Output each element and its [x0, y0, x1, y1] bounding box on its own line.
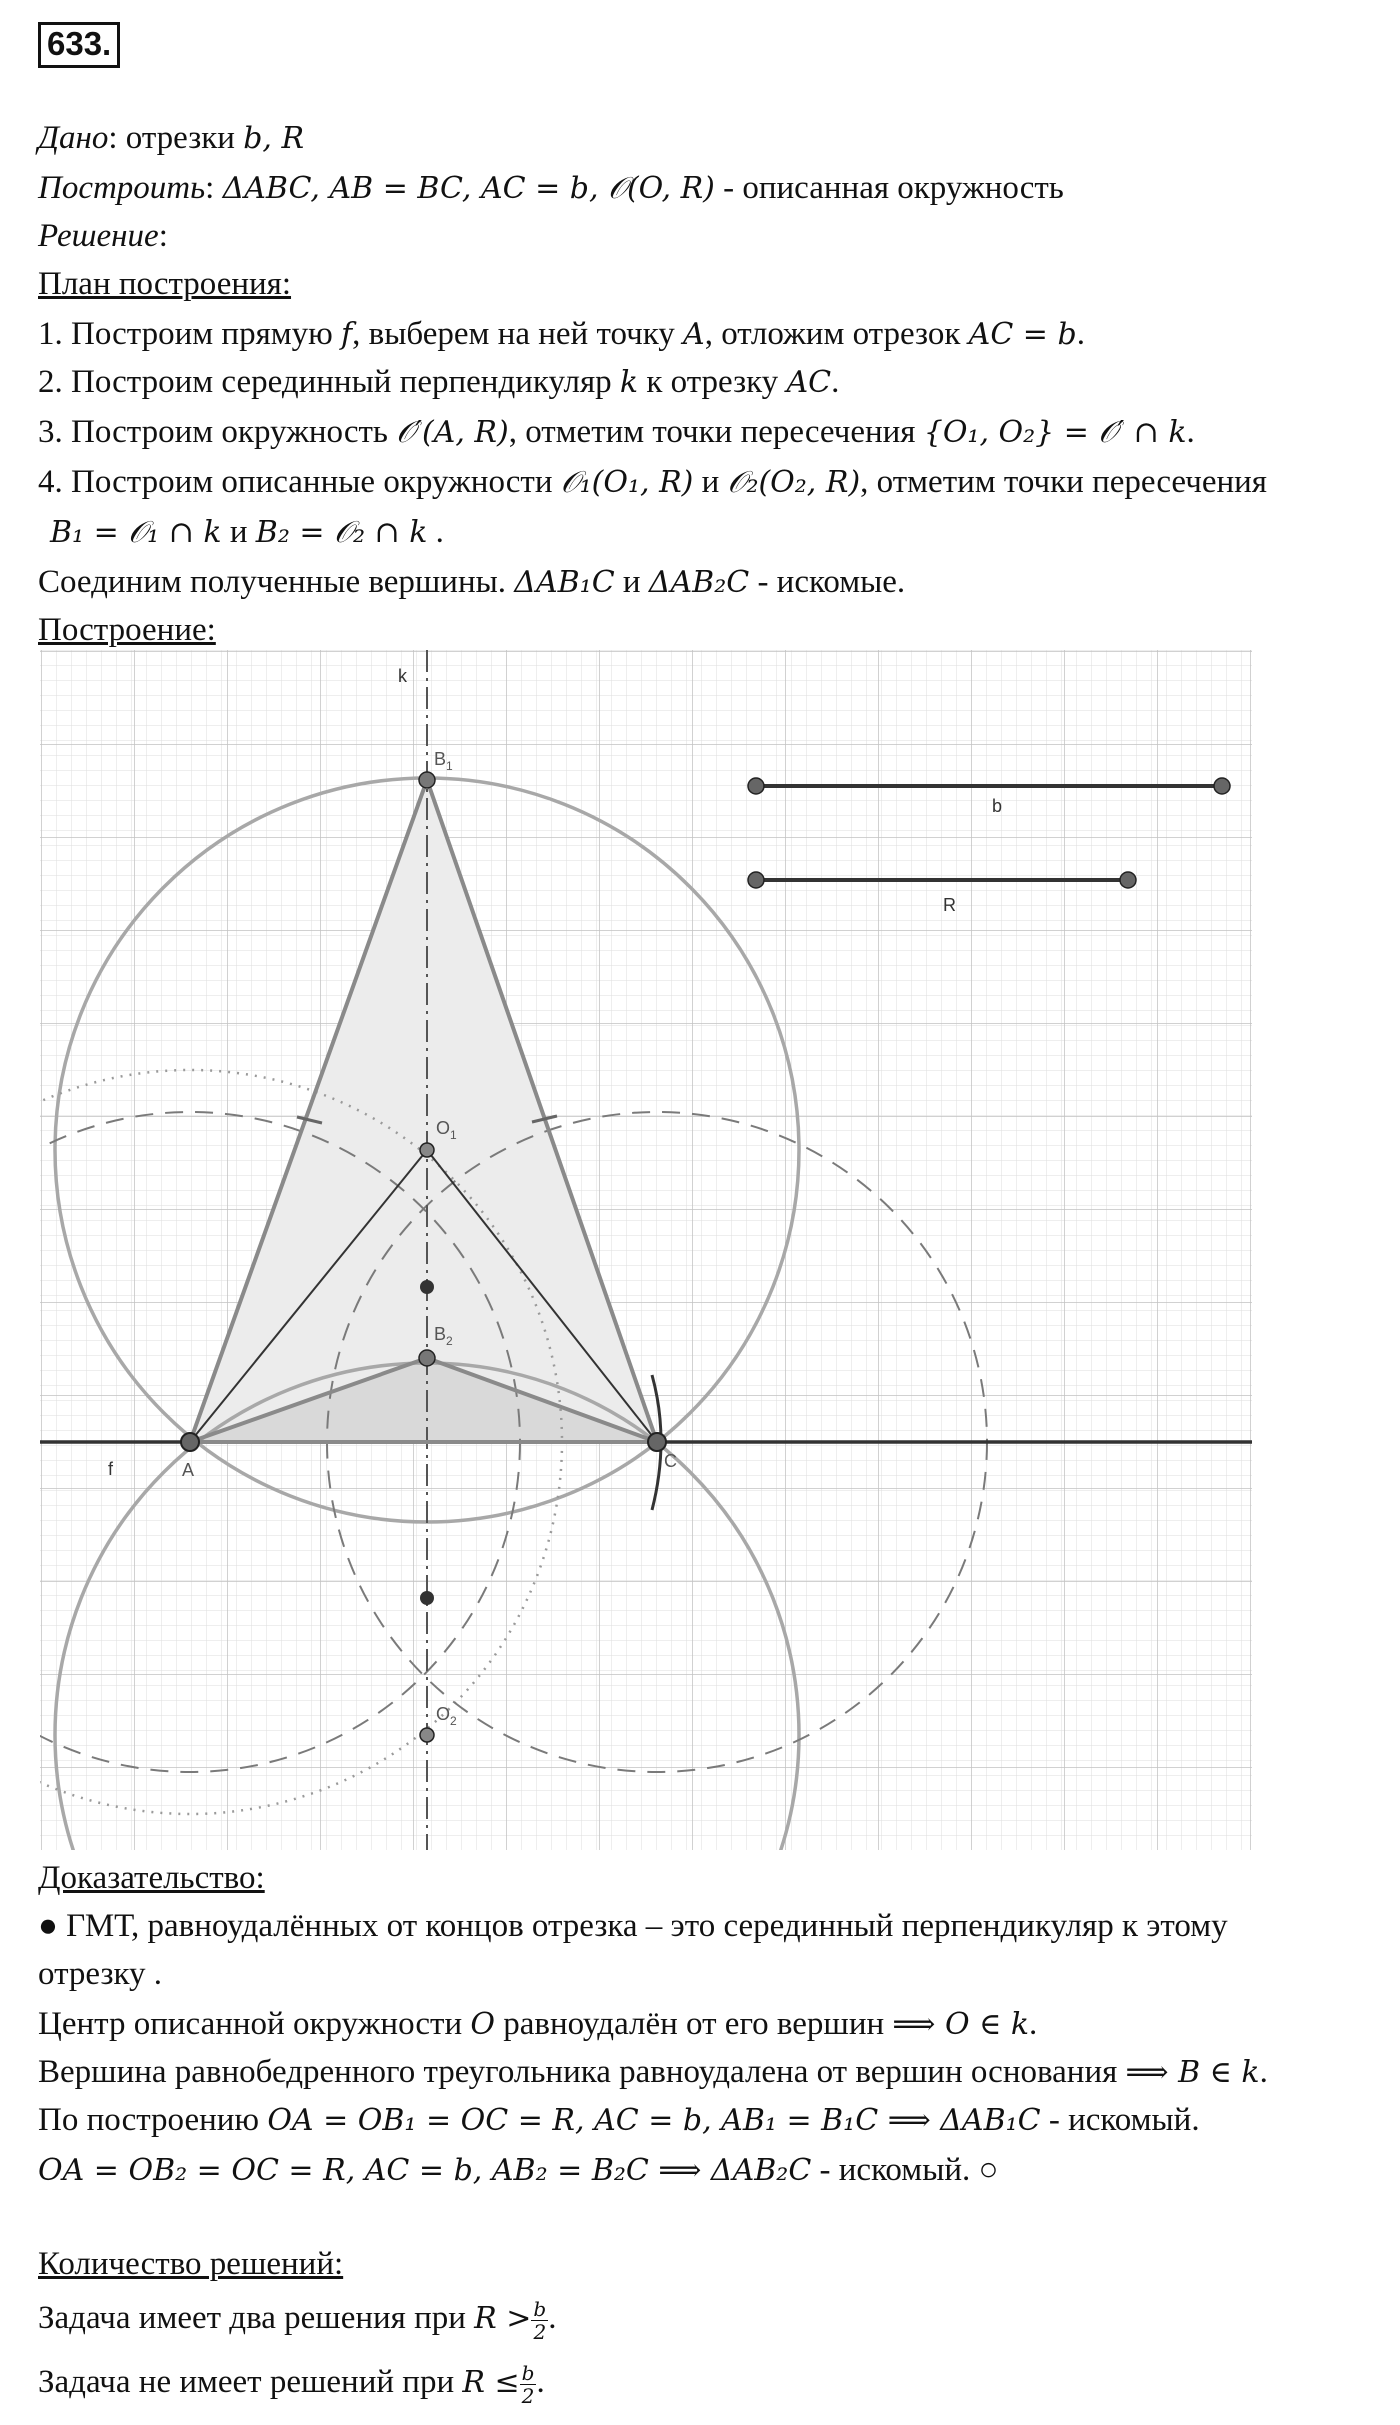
label-b2: $B_2$ [434, 1324, 453, 1348]
solution-label: Решение [38, 218, 159, 254]
point-b-start [748, 778, 764, 794]
plan-step-1: 1. Построим прямую f, выберем на ней точку A, отложим отрезок AC = b. [38, 316, 1085, 352]
plan-step-4: 4. Построим описанные окружности 𝒪₁(O₁, R) и 𝒪₂(O₂, R), отметим точки пересечения [38, 464, 1267, 500]
point-o2 [420, 1728, 434, 1742]
construct-math: ΔABC, AB = BC, AC = b, 𝒪(O, R) [222, 171, 715, 206]
fraction-b-over-2: $\frac{b}{2}$ [533, 2297, 547, 2344]
point-r-end [1120, 872, 1136, 888]
construct-line [38, 168, 1064, 209]
construct-tail: - описанная окружность [714, 170, 1064, 206]
point-c [648, 1433, 666, 1451]
construction-figure [40, 650, 1260, 1850]
label-a: A [182, 1460, 195, 1480]
label-f: f [108, 1459, 114, 1479]
solution-colon: : [158, 218, 168, 254]
label-b1: $B_1$ [434, 749, 453, 773]
count-line-2: Задача не имеет решений при R ≤ $\frac{b}{2}$ . [38, 2361, 545, 2408]
plan-step-4-cont: B₁ = 𝒪₁ ∩ k и B₂ = 𝒪₂ ∩ k . [50, 514, 444, 550]
point-r-start [748, 872, 764, 888]
point-b-end [1214, 778, 1230, 794]
point-b1 [419, 772, 435, 788]
proof-line-1: ● ГМТ, равноудалённых от концов отрезка – это серединный перпендикуляр к этому [38, 1908, 1228, 1944]
fraction-b-over-2: $\frac{b}{2}$ [521, 2361, 535, 2408]
construct-sep: : [205, 170, 223, 206]
point-bisector-upper [420, 1280, 434, 1294]
proof-line-5: По построению OA = OB₁ = OC = R, AC = b, AB₁ = B₁C ⟹ ΔAB₁C - искомый. [38, 2102, 1200, 2138]
given-math: b, R [243, 121, 305, 156]
proof-line-6: OA = OB₂ = OC = R, AC = b, AB₂ = B₂C ⟹ ΔAB₂C - искомый. ○ [38, 2152, 999, 2188]
point-b2 [419, 1350, 435, 1366]
construction-title: Построение: [38, 612, 216, 648]
solution-line [38, 216, 168, 256]
proof-line-4: Вершина равнобедренного треугольника равноудалена от вершин основания ⟹ B ∈ k. [38, 2054, 1268, 2090]
label-k: k [398, 666, 407, 686]
plan-step-3: 3. Построим окружность 𝒪′(A, R), отметим точки пересечения {O₁, O₂} = 𝒪′ ∩ k. [38, 414, 1195, 450]
grid-major [40, 650, 1252, 1850]
point-o1 [420, 1143, 434, 1157]
point-a [181, 1433, 199, 1451]
label-c: C [664, 1451, 677, 1471]
proof-line-3: Центр описанной окружности O равноудалён от его вершин ⟹ O ∈ k. [38, 2006, 1038, 2042]
given-text: : отрезки [108, 120, 244, 156]
given-label: Дано [38, 120, 109, 156]
label-segment-b: b [992, 796, 1003, 816]
plan-step-2: 2. Построим серединный перпендикуляр k к отрезку AC. [38, 364, 840, 400]
label-o2: $O_2$ [436, 1704, 457, 1728]
count-line-1: Задача имеет два решения при R > $\frac{b}{2}$ . [38, 2297, 557, 2344]
proof-line-2: отрезку . [38, 1956, 163, 1992]
plan-step-5: Соединим полученные вершины. ΔAB₁C и ΔAB₂C - искомые. [38, 564, 906, 600]
construct-label: Построить [38, 170, 206, 206]
given-line [38, 118, 304, 159]
point-bisector-lower [420, 1591, 434, 1605]
count-title: Количество решений: [38, 2246, 344, 2282]
label-segment-r: R [943, 895, 956, 915]
label-o1: $O_1$ [436, 1118, 457, 1142]
proof-title: Доказательство: [38, 1860, 265, 1896]
plan-title: План построения: [38, 266, 292, 302]
problem-number: 633. [38, 22, 120, 68]
